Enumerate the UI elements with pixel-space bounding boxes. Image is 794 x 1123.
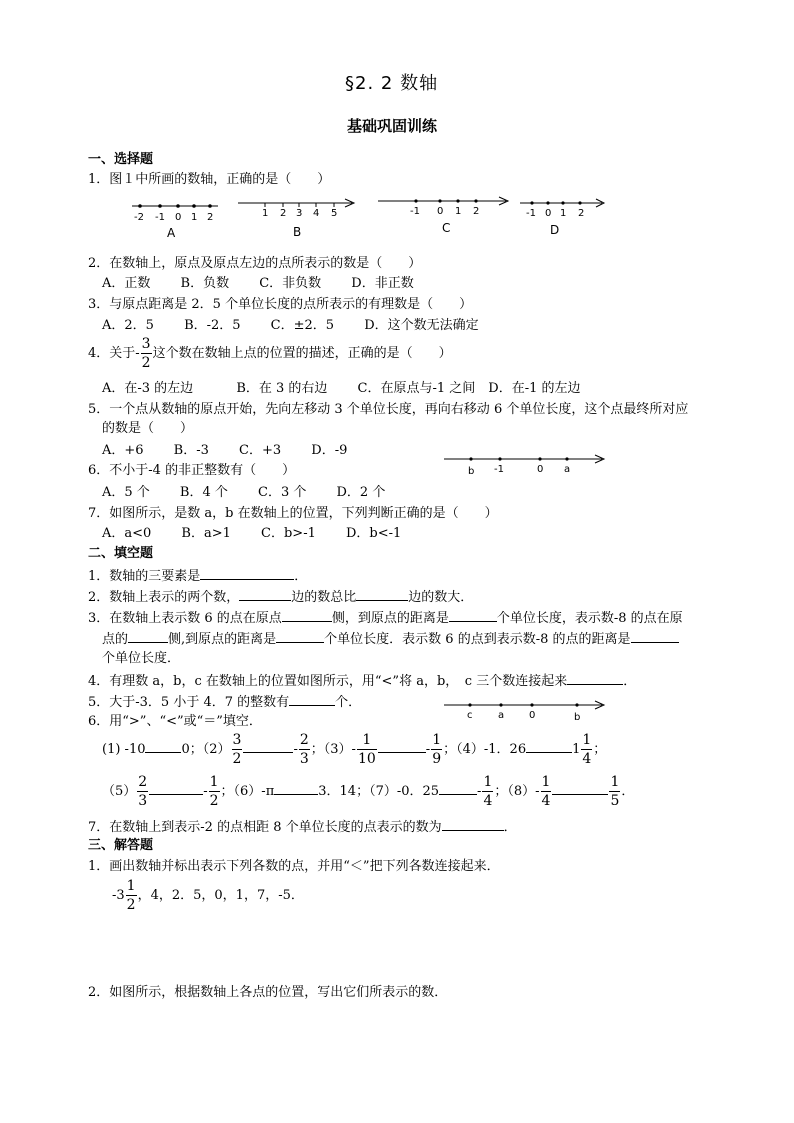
answer-blank	[243, 740, 293, 753]
axis-c-tick: -1	[410, 206, 420, 217]
answer-blank	[128, 630, 168, 643]
question-7: 7．如图所示，是数 a，b 在数轴上的位置，下列判断正确的是（ ）	[88, 506, 498, 521]
axis-b-tick: 5	[331, 208, 338, 219]
axis-a-tick: -1	[155, 212, 165, 223]
fill-5: 5．大于-3．5 小于 4．7 的整数有 个．	[88, 695, 362, 710]
question-5-line1: 5．一个点从数轴的原点开始，先向左移动 3 个单位长度，再向右移动 6 个单位长度，这个点最终所对应	[88, 402, 689, 417]
solve-1: 1．画出数轴并标出表示下列各数的点，并用“＜”把下列各数连接起来．	[88, 859, 500, 874]
axis-tick: b	[468, 466, 475, 477]
question-5-options: A．+6 B．-3 C．+3 D．-9	[102, 443, 348, 458]
answer-blank	[282, 609, 332, 622]
fill-3-line3: 个单位长度．	[102, 651, 181, 666]
axis-tick: 0	[537, 464, 544, 475]
question-6-options: A．5 个 B．4 个 C．3 个 D．2 个	[102, 485, 386, 500]
axis-a-tick: -2	[134, 212, 144, 223]
solve-2: 2．如图所示，根据数轴上各点的位置，写出它们所表示的数．	[88, 985, 448, 1000]
fill-6: 6．用“>”、“<”或“＝”填空．	[88, 714, 262, 729]
question-7-options: A．a<0 B．a>1 C．b>-1 D．b<-1	[102, 526, 402, 541]
fill-3-line2: 点的 侧,到原点的距离是 个单位长度．表示数 6 的点到表示数-8 的点的距离是	[102, 630, 679, 648]
answer-blank	[200, 567, 294, 580]
answer-blank	[552, 782, 608, 795]
answer-blank	[631, 630, 679, 643]
axis-d	[520, 199, 604, 237]
axis-tick: c	[467, 710, 473, 721]
axis-tick: -1	[494, 464, 504, 475]
axis-tick: a	[498, 710, 505, 721]
axis-b-tick: 2	[280, 208, 287, 219]
answer-blank	[276, 630, 324, 643]
page-title: §2. 2 数轴	[345, 73, 439, 94]
question-5-line2: 的数是（ ）	[102, 421, 194, 436]
section-answer-heading: 三、解答题	[88, 838, 154, 853]
answer-blank	[239, 588, 291, 601]
fill-4: 4．有理数 a，b，c 在数轴上的位置如图所示，用“<”将 a，b， c 三个数连接起来 ．	[88, 674, 637, 689]
axis-a-tick: 0	[175, 212, 182, 223]
answer-blank	[442, 818, 504, 831]
axis-b-tick: 4	[313, 208, 320, 219]
section-choice-heading: 一、选择题	[88, 152, 154, 167]
axis-tick: 0	[529, 710, 536, 721]
question-3: 3．与原点距离是 2．5 个单位长度的点所表示的有理数是（ ）	[88, 297, 473, 312]
axis-b-label: B	[293, 225, 302, 239]
axis-b	[238, 199, 354, 239]
fill-6-line2: （5） $\frac{2}{3}$ - $\frac{1}{2}$ ；（6）-π 3．14；（7）-0．25 - $\frac{1}{4}$ ；（8）- $\frac{1}{4}$ $\frac{1}{5}$ ．	[102, 774, 635, 809]
axis-a-label: A	[167, 226, 176, 240]
axis-c-tick: 0	[437, 206, 444, 217]
section-fill-heading: 二、填空题	[88, 546, 154, 561]
question-2: 2．在数轴上，原点及原点左边的点所表示的数是（ ）	[88, 256, 422, 271]
axis-c-tick: 1	[455, 206, 462, 217]
question-3-options: A．2．5 B．-2．5 C．±2．5 D．这个数无法确定	[102, 318, 479, 333]
fill-4-axis-figure	[440, 697, 610, 725]
fill-7: 7．在数轴上到表示-2 的点相距 8 个单位长度的点表示的数为 ．	[88, 820, 517, 835]
axis-d-tick: -1	[526, 208, 536, 219]
q7-axis-figure	[440, 450, 610, 480]
question-2-options: A．正数 B．负数 C．非负数 D．非正数	[102, 276, 414, 291]
axis-b-tick: 1	[262, 208, 269, 219]
axis-a	[132, 204, 218, 240]
answer-blank	[378, 740, 426, 753]
answer-blank	[567, 672, 623, 685]
question-6: 6．不小于-4 的非正整数有（ ）	[88, 463, 296, 478]
fill-1: 1．数轴的三要素是 ．	[88, 569, 308, 584]
axis-a-tick: 2	[207, 212, 214, 223]
axis-b-tick: 3	[296, 208, 303, 219]
answer-blank	[439, 782, 477, 795]
axis-tick: a	[564, 464, 571, 475]
axis-d-tick: 0	[545, 208, 552, 219]
fill-2: 2．数轴上表示的两个数， 边的数总比 边的数大．	[88, 590, 474, 605]
answer-blank	[149, 782, 203, 795]
axis-a-tick: 1	[191, 212, 198, 223]
answer-blank	[274, 782, 318, 795]
fraction: $\frac{3}{2}$	[141, 336, 151, 371]
question-4: 4．关于- $\frac{3}{2}$ 这个数在数轴上点的位置的描述，正确的是（ ）	[88, 336, 452, 371]
axis-c-tick: 2	[473, 206, 480, 217]
question-4-options: A．在-3 的左边 B．在 3 的右边 C．在原点与-1 之间 D．在-1 的左边	[102, 381, 581, 396]
axis-d-tick: 2	[578, 208, 585, 219]
answer-blank	[289, 693, 335, 706]
answer-blank	[449, 609, 497, 622]
axis-c-label: C	[442, 221, 451, 235]
axis-d-tick: 1	[560, 208, 567, 219]
q1-axes-figure	[110, 192, 620, 242]
axis-tick: b	[574, 712, 581, 723]
axis-c	[378, 197, 508, 235]
question-1: 1．图１中所画的数轴，正确的是（ ）	[88, 172, 331, 187]
solve-1-numbers: -3 $\frac{1}{2}$ ，4，2．5，0，1，7，-5．	[112, 878, 304, 913]
answer-blank	[356, 588, 408, 601]
fill-3-line1: 3．在数轴上表示数 6 的点在原点 侧，到原点的距离是 个单位长度，表示数-8 的点在原	[88, 611, 683, 626]
page-subtitle: 基础巩固训练	[347, 117, 438, 135]
fill-6-line1: (1) -10 0；（2） $\frac{3}{2}$ - $\frac{2}{3}$ ；（3）- $\frac{1}{10}$ - $\frac{1}{9}$ ；（4）-1．26 1 $\frac{1}{4}$ ；	[102, 732, 607, 767]
axis-d-label: D	[550, 223, 560, 237]
answer-blank	[145, 740, 181, 753]
answer-blank	[526, 740, 572, 753]
